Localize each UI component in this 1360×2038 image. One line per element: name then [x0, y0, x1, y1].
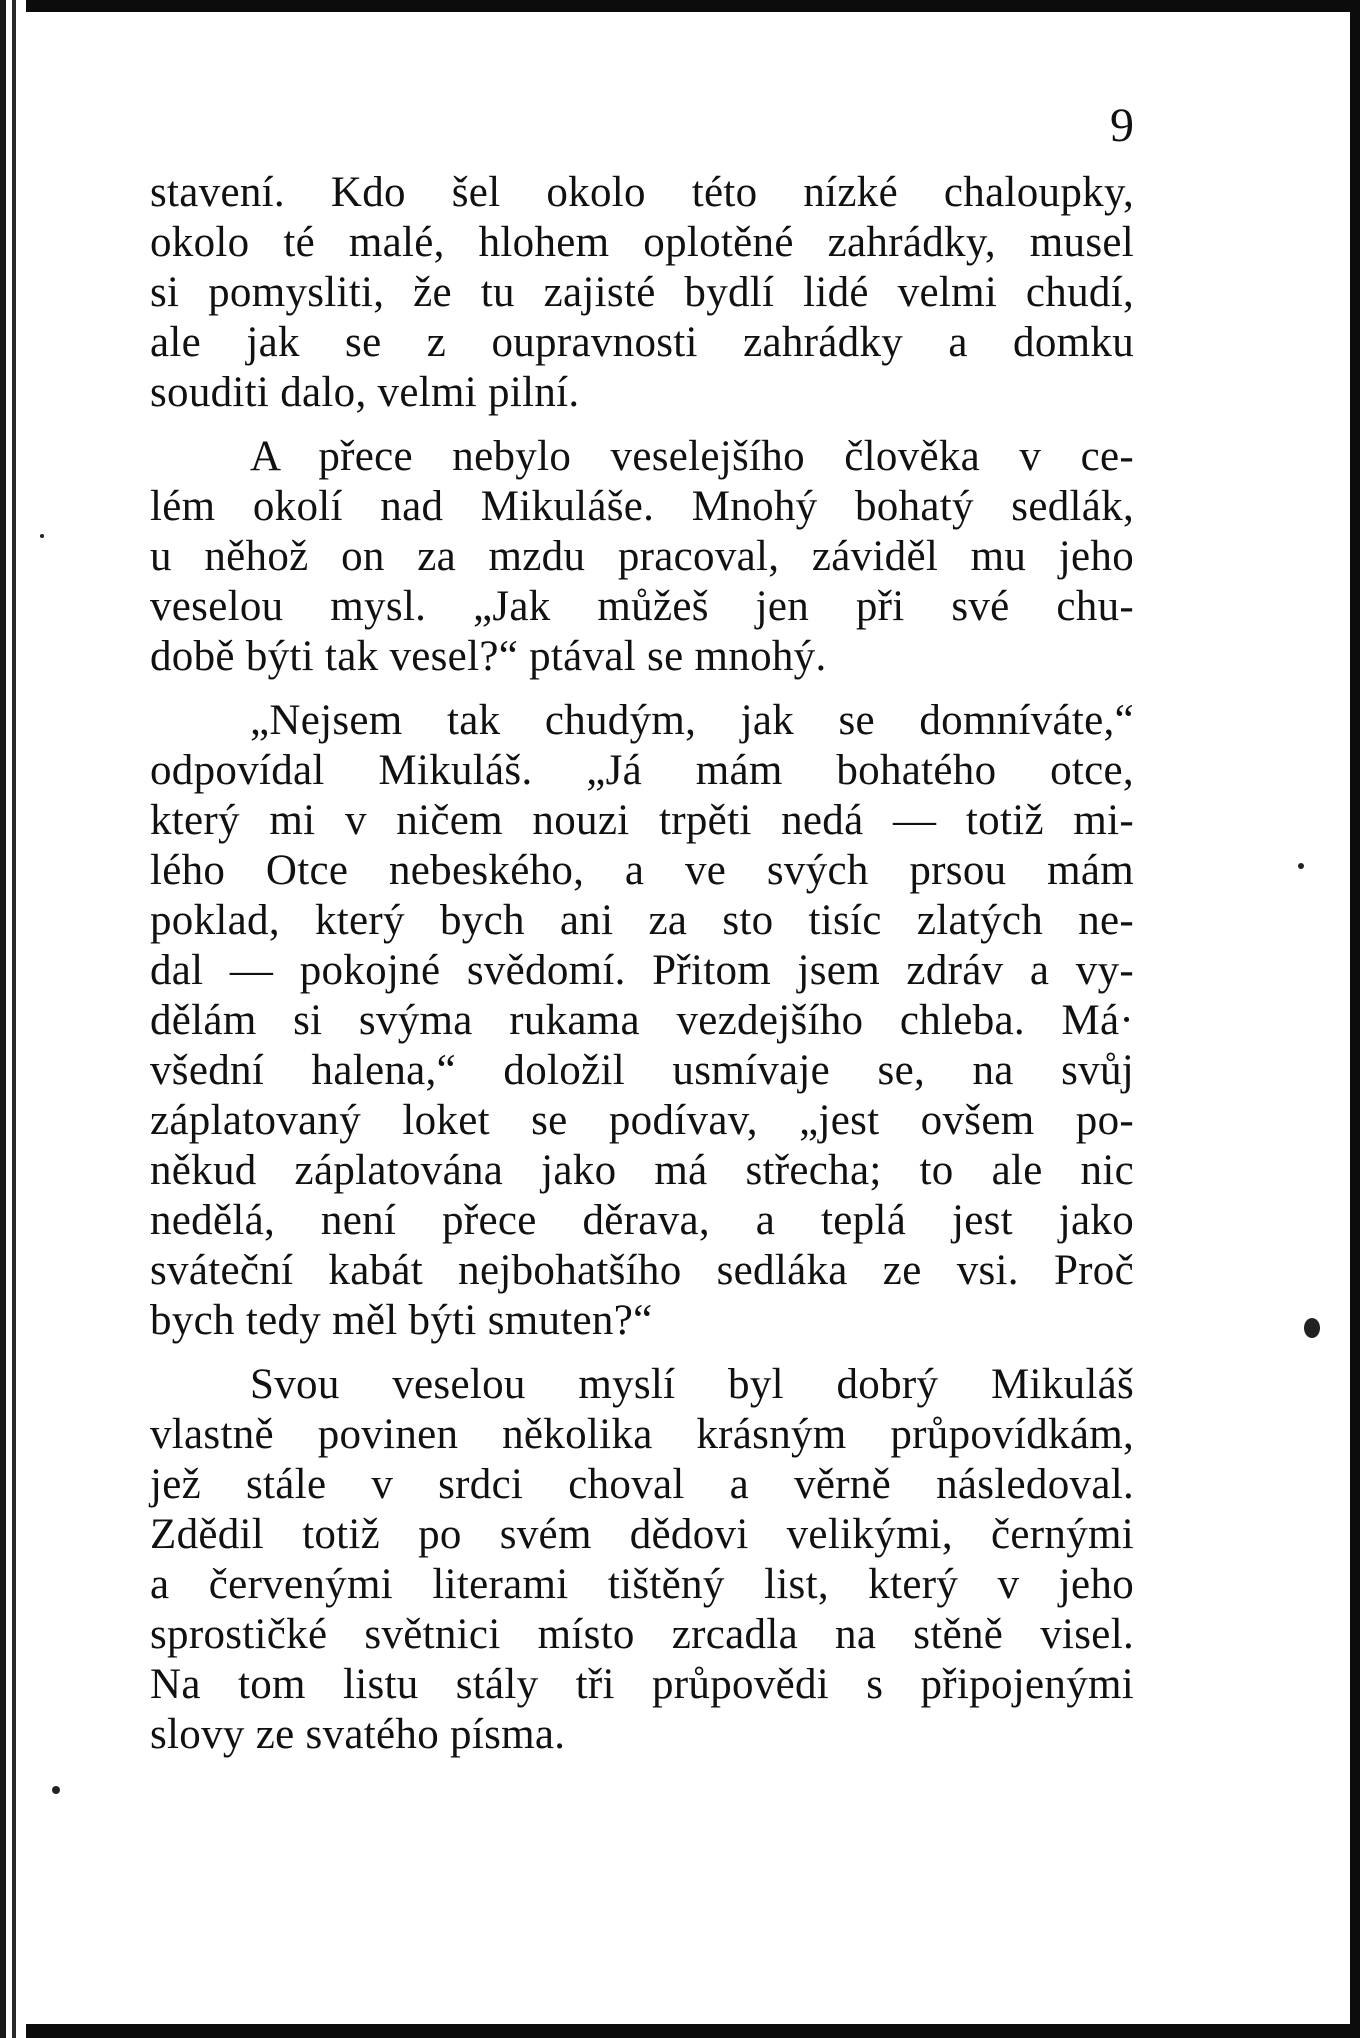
- paragraph-1: [150, 168, 1134, 418]
- text-line: A přece nebylo veselejšího člověka v ce-: [250, 433, 1134, 480]
- text-line: jež stále v srdci choval a věrně následoval.: [150, 1461, 1134, 1508]
- scan-speck: [52, 1786, 60, 1794]
- body-text: [150, 168, 1134, 1774]
- text-line: sváteční kabát nejbohatšího sedláka ze vsi. Proč: [150, 1247, 1134, 1294]
- text-line: odpovídal Mikuláš. „Já mám bohatého otce,: [150, 747, 1134, 794]
- page-number: 9: [1110, 99, 1134, 152]
- text-line: lém okolí nad Mikuláše. Mnohý bohatý sedlák,: [150, 483, 1134, 530]
- book-gutter-edge: [0, 0, 26, 2038]
- text-line: dělám si svýma rukama vezdejšího chleba. Má·: [150, 997, 1134, 1044]
- paragraph-3: [150, 696, 1134, 1346]
- text-line: Zdědil totiž po svém dědovi velikými, černými: [150, 1511, 1134, 1558]
- text-line: vlastně povinen několika krásným průpovídkám,: [150, 1411, 1134, 1458]
- paragraph-4: [150, 1360, 1134, 1760]
- text-line: u něhož on za mzdu pracoval, záviděl mu jeho: [150, 533, 1134, 580]
- text-line: poklad, který bych ani za sto tisíc zlatých ne-: [150, 897, 1134, 944]
- scan-speck: [40, 534, 44, 538]
- text-line: Na tom listu stály tři průpovědi s připojenými: [150, 1661, 1134, 1708]
- text-line: bych tedy měl býti smuten?“: [150, 1297, 653, 1344]
- text-line: lého Otce nebeského, a ve svých prsou mám: [150, 847, 1134, 894]
- text-line: době býti tak vesel?“ ptával se mnohý.: [150, 633, 827, 680]
- text-line: dal — pokojné svědomí. Přitom jsem zdráv a vy-: [150, 947, 1134, 994]
- scan-speck: [1298, 863, 1304, 869]
- text-line: nedělá, není přece děrava, a teplá jest jako: [150, 1197, 1134, 1244]
- text-line: záplatovaný loket se podívav, „jest ovšem po-: [150, 1097, 1134, 1144]
- text-line: Svou veselou myslí byl dobrý Mikuláš: [250, 1361, 1134, 1408]
- text-line: slovy ze svatého písma.: [150, 1711, 566, 1758]
- text-line: „Nejsem tak chudým, jak se domníváte,“: [250, 697, 1134, 744]
- text-line: okolo té malé, hlohem oplotěné zahrádky, musel: [150, 219, 1134, 266]
- text-line: stavení. Kdo šel okolo této nízké chaloupky,: [150, 169, 1134, 216]
- text-line: někud záplatována jako má střecha; to ale nic: [150, 1147, 1134, 1194]
- text-line: si pomysliti, že tu zajisté bydlí lidé velmi chudí,: [150, 269, 1134, 316]
- text-line: všední halena,“ doložil usmívaje se, na svůj: [150, 1047, 1134, 1094]
- text-line: a červenými literami tištěný list, který v jeho: [150, 1561, 1134, 1608]
- text-line: souditi dalo, velmi pilní.: [150, 369, 580, 416]
- text-line: veselou mysl. „Jak můžeš jen při své chu-: [150, 583, 1134, 630]
- text-line: který mi v ničem nouzi trpěti nedá — totiž mi-: [150, 797, 1134, 844]
- paragraph-2: [150, 432, 1134, 682]
- scan-speck: [1304, 1318, 1320, 1338]
- text-line: ale jak se z oupravnosti zahrádky a domku: [150, 319, 1134, 366]
- text-line: sprostičké světnici místo zrcadla na stěně visel.: [150, 1611, 1134, 1658]
